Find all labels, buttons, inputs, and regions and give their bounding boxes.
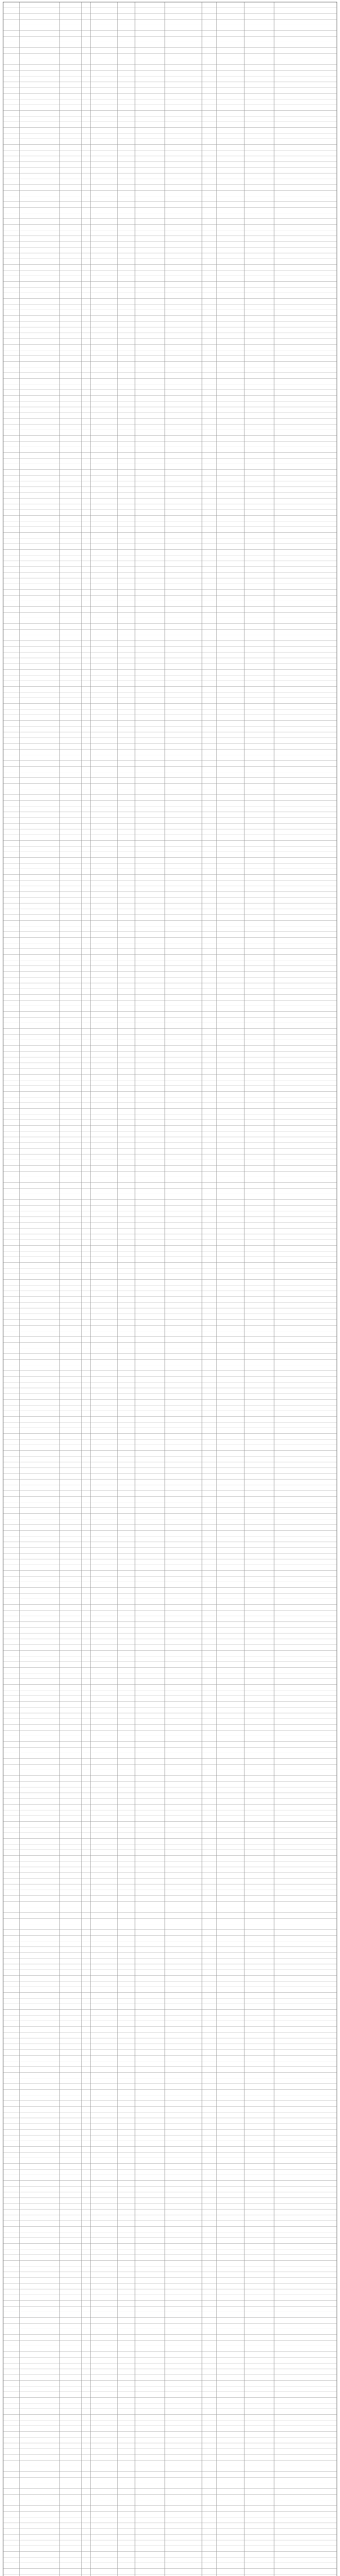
table-frame bbox=[3, 2, 337, 2576]
